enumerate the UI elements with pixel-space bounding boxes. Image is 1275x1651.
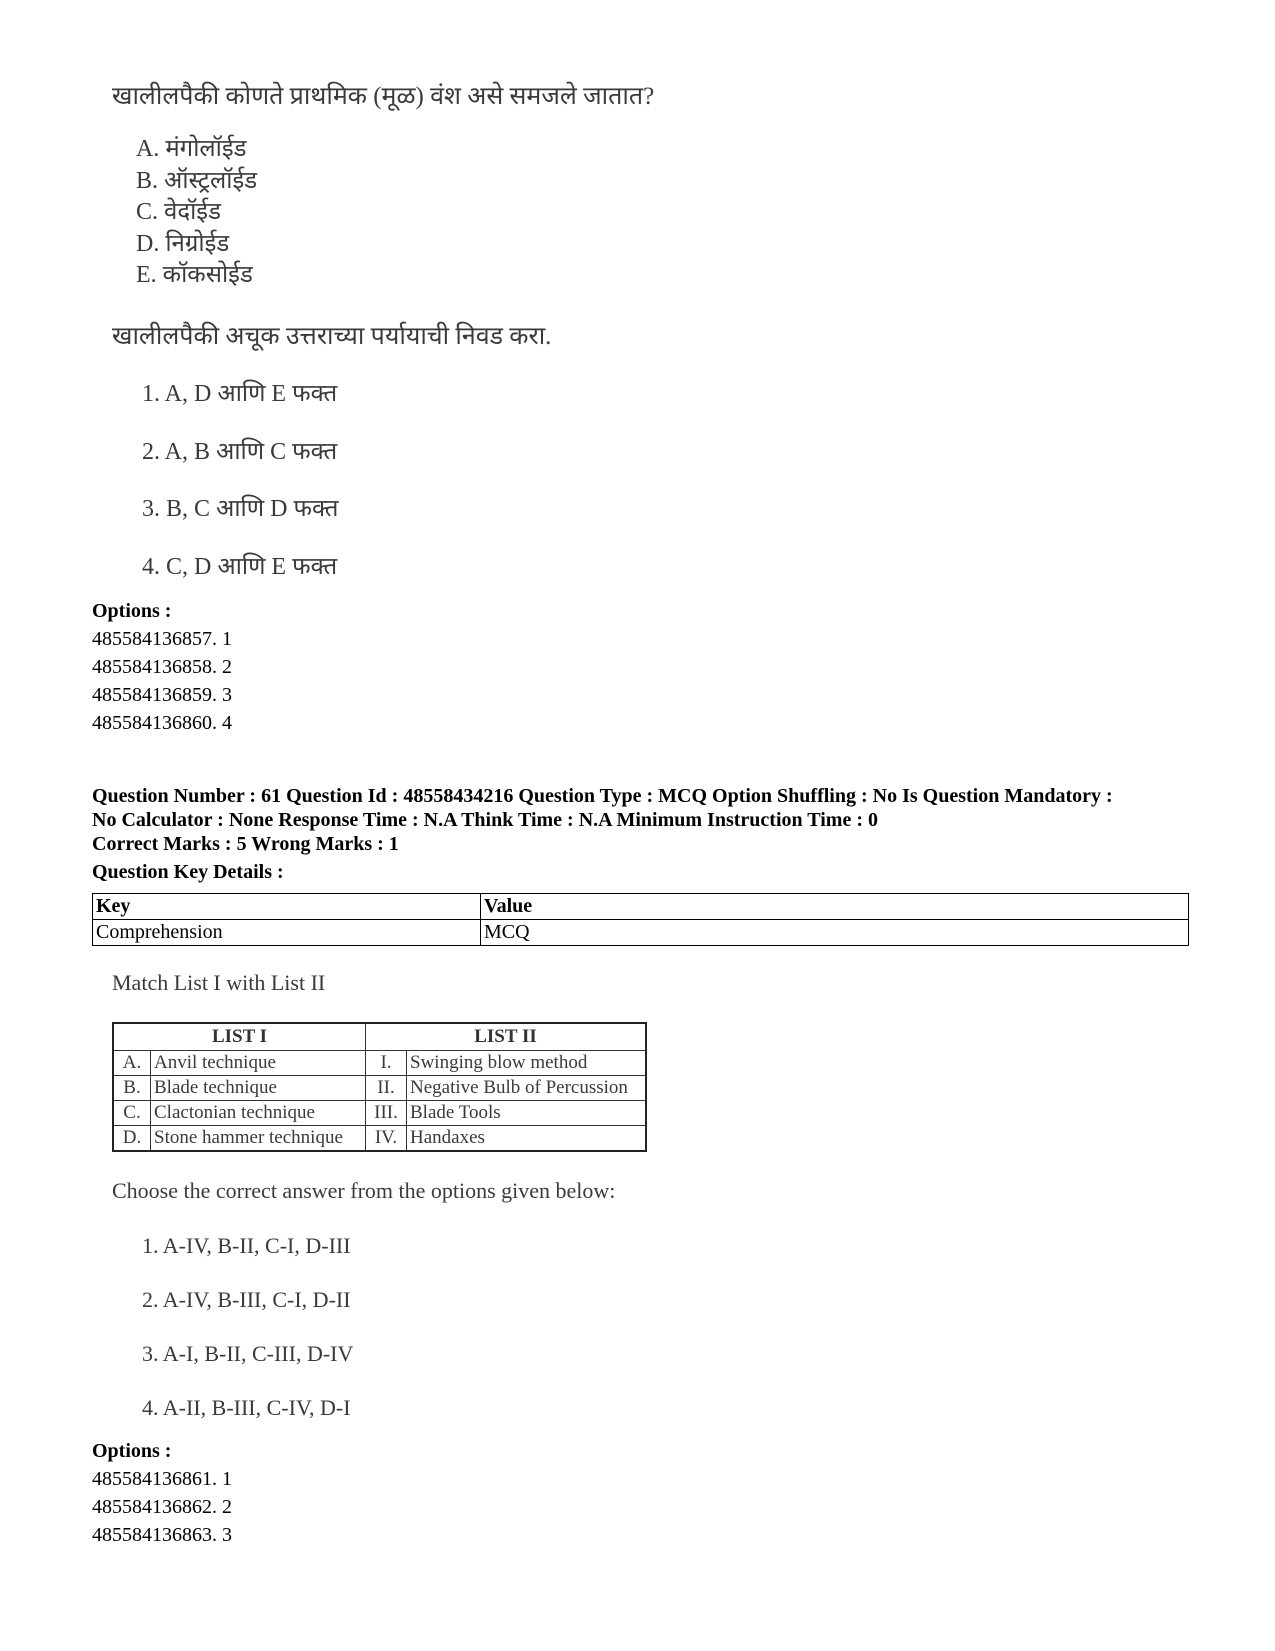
list-one-item: Clactonian technique <box>151 1101 366 1126</box>
table-row <box>93 920 1189 946</box>
q2-answer: 4. A-II, B-III, C-IV, D-I <box>142 1395 351 1420</box>
q2-option: 485584136861. 1 <box>92 1468 232 1490</box>
list-two-numeral: I. <box>366 1051 407 1076</box>
q2-answer: 3. A-I, B-II, C-III, D-IV <box>142 1341 354 1366</box>
q2-answer: 2. A-IV, B-III, C-I, D-II <box>142 1287 351 1312</box>
list-two-header: LIST II <box>366 1023 647 1051</box>
q1-answer-list <box>142 376 339 606</box>
list-one-item: Stone hammer technique <box>151 1126 366 1152</box>
match-list-table <box>112 1022 647 1152</box>
list-one-header: LIST I <box>113 1023 366 1051</box>
list-one-letter: D. <box>113 1126 151 1152</box>
q2-option: 485584136863. 3 <box>92 1524 232 1546</box>
list-one-letter: A. <box>113 1051 151 1076</box>
q2-answer-list <box>142 1233 353 1449</box>
q1-option: 485584136857. 1 <box>92 628 232 650</box>
q1-answer: 1. A, D आणि E फक्त <box>142 381 338 407</box>
q2-options <box>92 1437 232 1549</box>
table-row <box>113 1051 646 1076</box>
q1-option: 485584136858. 2 <box>92 656 232 678</box>
q1-instruction: खालीलपैकी अचूक उत्तराच्या पर्यायाची निवड करा. <box>112 323 552 350</box>
list-one-letter: C. <box>113 1101 151 1126</box>
key-header: Key <box>93 894 481 920</box>
q2-options-label: Options : <box>92 1440 172 1462</box>
list-two-item: Blade Tools <box>407 1101 647 1126</box>
q1-item: B. ऑस्ट्रलॉईड <box>136 167 258 194</box>
q1-options <box>92 597 232 737</box>
list-two-item: Swinging blow method <box>407 1051 647 1076</box>
q2-marks: Correct Marks : 5 Wrong Marks : 1 <box>92 833 399 855</box>
list-two-numeral: III. <box>366 1101 407 1126</box>
table-row <box>93 894 1189 920</box>
q2-meta-line: Question Number : 61 Question Id : 48558434216 Question Type : MCQ Option Shuffling : No Is Question Mandatory : <box>92 785 1113 807</box>
table-row <box>113 1076 646 1101</box>
q2-meta-line: No Calculator : None Response Time : N.A Think Time : N.A Minimum Instruction Time : 0 <box>92 809 878 831</box>
q1-item: E. कॉकसोईड <box>136 262 253 288</box>
q2-answer: 1. A-IV, B-II, C-I, D-III <box>142 1233 351 1258</box>
q2-instruction: Choose the correct answer from the options given below: <box>112 1178 616 1203</box>
question-key-table <box>92 893 1189 946</box>
list-two-item: Handaxes <box>407 1126 647 1152</box>
list-two-item: Negative Bulb of Percussion <box>407 1076 647 1101</box>
table-row <box>113 1101 646 1126</box>
q2-option: 485584136862. 2 <box>92 1496 232 1518</box>
q1-item: A. मंगोलॉईड <box>136 136 247 162</box>
q1-answer: 2. A, B आणि C फक्त <box>142 438 338 465</box>
q1-answer: 3. B, C आणि D फक्त <box>142 496 339 522</box>
q1-options-label: Options : <box>92 600 172 622</box>
list-two-numeral: II. <box>366 1076 407 1101</box>
value-header: Value <box>481 894 1189 920</box>
q1-answer: 4. C, D आणि E फक्त <box>142 553 338 580</box>
list-one-item: Anvil technique <box>151 1051 366 1076</box>
q1-item: C. वेदॉईड <box>136 199 221 225</box>
q2-stem: Match List I with List II <box>112 970 326 995</box>
q1-option: 485584136859. 3 <box>92 684 232 706</box>
q1-stem: खालीलपैकी कोणते प्राथमिक (मूळ) वंश असे समजले जातात? <box>112 83 655 110</box>
q1-option: 485584136860. 4 <box>92 712 232 734</box>
table-row <box>113 1126 646 1152</box>
list-one-item: Blade technique <box>151 1076 366 1101</box>
key-cell: Comprehension <box>93 920 481 946</box>
list-one-letter: B. <box>113 1076 151 1101</box>
q2-meta <box>92 784 1192 832</box>
q2-key-details-label: Question Key Details : <box>92 861 284 883</box>
list-two-numeral: IV. <box>366 1126 407 1152</box>
q1-item-list <box>136 134 257 292</box>
q1-item: D. निग्रोईड <box>136 230 230 257</box>
table-row <box>113 1023 646 1051</box>
value-cell: MCQ <box>481 920 1189 946</box>
